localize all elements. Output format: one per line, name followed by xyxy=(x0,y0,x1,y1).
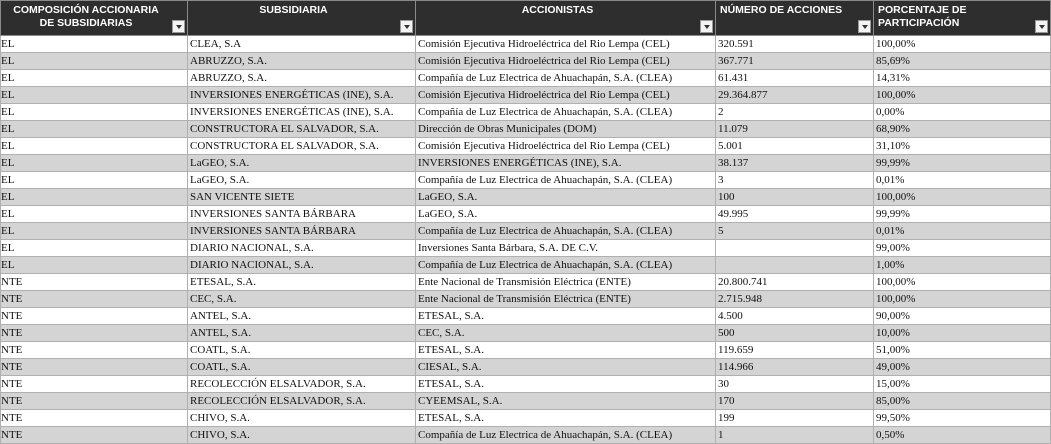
cell-subsidiaria[interactable]: DIARIO NACIONAL, S.A. xyxy=(188,257,416,274)
cell-porcentaje[interactable]: 99,99% xyxy=(874,206,1051,223)
cell-grupo[interactable]: EL xyxy=(1,223,188,240)
cell-subsidiaria[interactable]: CHIVO, S.A. xyxy=(188,427,416,444)
cell-subsidiaria[interactable]: SAN VICENTE SIETE xyxy=(188,189,416,206)
table-row xyxy=(1,291,1051,308)
cell-grupo[interactable]: EL xyxy=(1,206,188,223)
cell-acciones[interactable]: 3 xyxy=(716,172,874,189)
cell-porcentaje[interactable]: 100,00% xyxy=(874,291,1051,308)
cell-subsidiaria[interactable]: INVERSIONES ENERGÉTICAS (INE), S.A. xyxy=(188,104,416,121)
table-row xyxy=(1,427,1051,444)
cell-subsidiaria[interactable]: ABRUZZO, S.A. xyxy=(188,53,416,70)
cell-grupo[interactable]: NTE xyxy=(1,393,188,410)
cell-acciones[interactable]: 30 xyxy=(716,376,874,393)
table-row xyxy=(1,104,1051,121)
cell-accionistas[interactable]: Compañía de Luz Electrica de Ahuachapán, S.A. (CLEA) xyxy=(416,257,716,274)
cell-porcentaje[interactable]: 51,00% xyxy=(874,342,1051,359)
cell-accionistas[interactable]: LaGEO, S.A. xyxy=(416,206,716,223)
cell-accionistas[interactable]: ETESAL, S.A. xyxy=(416,410,716,427)
cell-acciones[interactable]: 199 xyxy=(716,410,874,427)
cell-accionistas[interactable]: LaGEO, S.A. xyxy=(416,189,716,206)
cell-porcentaje[interactable]: 68,90% xyxy=(874,121,1051,138)
cell-acciones[interactable]: 114.966 xyxy=(716,359,874,376)
table-row xyxy=(1,240,1051,257)
cell-porcentaje[interactable]: 90,00% xyxy=(874,308,1051,325)
column-header-grupo xyxy=(1,1,188,36)
cell-porcentaje[interactable]: 1,00% xyxy=(874,257,1051,274)
chevron-down-icon xyxy=(704,25,710,29)
cell-grupo[interactable]: EL xyxy=(1,36,188,53)
cell-porcentaje[interactable]: 0,01% xyxy=(874,172,1051,189)
cell-porcentaje[interactable]: 10,00% xyxy=(874,325,1051,342)
cell-grupo[interactable]: EL xyxy=(1,172,188,189)
cell-accionistas[interactable]: ETESAL, S.A. xyxy=(416,342,716,359)
cell-acciones[interactable]: 5 xyxy=(716,223,874,240)
cell-grupo[interactable]: NTE xyxy=(1,342,188,359)
filter-dropdown-icon[interactable] xyxy=(172,20,185,33)
table-header xyxy=(1,1,1051,36)
cell-subsidiaria[interactable]: COATL, S.A. xyxy=(188,342,416,359)
column-header-label: PORCENTAJE DE PARTICIPACIÓN xyxy=(878,4,967,29)
cell-grupo[interactable]: EL xyxy=(1,87,188,104)
table-row xyxy=(1,53,1051,70)
cell-porcentaje[interactable]: 0,00% xyxy=(874,104,1051,121)
cell-acciones[interactable]: 320.591 xyxy=(716,36,874,53)
cell-subsidiaria[interactable]: ANTEL, S.A. xyxy=(188,308,416,325)
cell-accionistas[interactable]: Compañía de Luz Electrica de Ahuachapán, S.A. (CLEA) xyxy=(416,104,716,121)
chevron-down-icon xyxy=(404,25,410,29)
cell-subsidiaria[interactable]: ANTEL, S.A. xyxy=(188,325,416,342)
cell-accionistas[interactable]: ETESAL, S.A. xyxy=(416,308,716,325)
table-row xyxy=(1,121,1051,138)
cell-accionistas[interactable]: CEC, S.A. xyxy=(416,325,716,342)
cell-acciones[interactable]: 367.771 xyxy=(716,53,874,70)
cell-porcentaje[interactable]: 99,50% xyxy=(874,410,1051,427)
cell-grupo[interactable]: NTE xyxy=(1,274,188,291)
cell-grupo[interactable]: NTE xyxy=(1,410,188,427)
cell-accionistas[interactable]: Ente Nacional de Transmisión Eléctrica (ENTE) xyxy=(416,274,716,291)
cell-grupo[interactable]: NTE xyxy=(1,325,188,342)
cell-subsidiaria[interactable]: LaGEO, S.A. xyxy=(188,172,416,189)
cell-porcentaje[interactable]: 15,00% xyxy=(874,376,1051,393)
cell-accionistas[interactable]: Dirección de Obras Municipales (DOM) xyxy=(416,121,716,138)
column-header-label: SUBSIDIARIA xyxy=(259,4,328,16)
cell-porcentaje[interactable]: 100,00% xyxy=(874,87,1051,104)
cell-grupo[interactable]: EL xyxy=(1,70,188,87)
cell-porcentaje[interactable]: 31,10% xyxy=(874,138,1051,155)
cell-grupo[interactable]: EL xyxy=(1,138,188,155)
cell-acciones[interactable]: 500 xyxy=(716,325,874,342)
cell-grupo[interactable]: EL xyxy=(1,155,188,172)
cell-accionistas[interactable]: Compañía de Luz Electrica de Ahuachapán, S.A. (CLEA) xyxy=(416,172,716,189)
table-row xyxy=(1,325,1051,342)
cell-porcentaje[interactable]: 100,00% xyxy=(874,36,1051,53)
table-row xyxy=(1,342,1051,359)
table-row xyxy=(1,274,1051,291)
cell-acciones[interactable]: 1 xyxy=(716,427,874,444)
cell-grupo[interactable]: NTE xyxy=(1,427,188,444)
filter-dropdown-icon[interactable] xyxy=(858,20,871,33)
cell-porcentaje[interactable]: 85,00% xyxy=(874,393,1051,410)
column-header-porcentaje xyxy=(874,1,1051,36)
table-row xyxy=(1,393,1051,410)
cell-accionistas[interactable]: Comisión Ejecutiva Hidroeléctrica del Rio Lempa (CEL) xyxy=(416,53,716,70)
cell-grupo[interactable]: NTE xyxy=(1,376,188,393)
column-header-label: NÚMERO DE ACCIONES xyxy=(720,4,843,16)
table-row xyxy=(1,138,1051,155)
cell-grupo[interactable]: EL xyxy=(1,257,188,274)
chevron-down-icon xyxy=(176,25,182,29)
cell-grupo[interactable]: NTE xyxy=(1,308,188,325)
cell-subsidiaria[interactable]: INVERSIONES SANTA BÁRBARA xyxy=(188,223,416,240)
cell-acciones[interactable]: 61.431 xyxy=(716,70,874,87)
cell-subsidiaria[interactable]: CONSTRUCTORA EL SALVADOR, S.A. xyxy=(188,121,416,138)
cell-grupo[interactable]: EL xyxy=(1,53,188,70)
cell-accionistas[interactable]: Inversiones Santa Bárbara, S.A. DE C.V. xyxy=(416,240,716,257)
cell-porcentaje[interactable]: 85,69% xyxy=(874,53,1051,70)
cell-subsidiaria[interactable]: DIARIO NACIONAL, S.A. xyxy=(188,240,416,257)
cell-subsidiaria[interactable]: INVERSIONES SANTA BÁRBARA xyxy=(188,206,416,223)
filter-dropdown-icon[interactable] xyxy=(700,20,713,33)
header-row xyxy=(1,1,1051,36)
cell-subsidiaria[interactable]: COATL, S.A. xyxy=(188,359,416,376)
table-row xyxy=(1,87,1051,104)
column-header-subsidiaria xyxy=(188,1,416,36)
cell-accionistas[interactable]: Compañía de Luz Electrica de Ahuachapán, S.A. (CLEA) xyxy=(416,427,716,444)
cell-subsidiaria[interactable]: CEC, S.A. xyxy=(188,291,416,308)
cell-porcentaje[interactable]: 49,00% xyxy=(874,359,1051,376)
cell-porcentaje[interactable]: 14,31% xyxy=(874,70,1051,87)
cell-grupo[interactable]: NTE xyxy=(1,359,188,376)
cell-grupo[interactable]: EL xyxy=(1,104,188,121)
cell-accionistas[interactable]: Comisión Ejecutiva Hidroeléctrica del Rio Lempa (CEL) xyxy=(416,138,716,155)
chevron-down-icon xyxy=(862,25,868,29)
table-row xyxy=(1,223,1051,240)
table-body xyxy=(1,36,1051,444)
chevron-down-icon xyxy=(1039,25,1045,29)
filter-dropdown-icon[interactable] xyxy=(1035,20,1048,33)
table-row xyxy=(1,257,1051,274)
cell-subsidiaria[interactable]: CLEA, S.A xyxy=(188,36,416,53)
cell-acciones[interactable] xyxy=(716,257,874,274)
cell-acciones[interactable]: 49.995 xyxy=(716,206,874,223)
filter-dropdown-icon[interactable] xyxy=(400,20,413,33)
cell-porcentaje[interactable]: 100,00% xyxy=(874,189,1051,206)
cell-grupo[interactable]: EL xyxy=(1,240,188,257)
cell-acciones[interactable]: 5.001 xyxy=(716,138,874,155)
cell-acciones[interactable]: 4.500 xyxy=(716,308,874,325)
cell-acciones[interactable]: 2 xyxy=(716,104,874,121)
cell-accionistas[interactable]: ETESAL, S.A. xyxy=(416,376,716,393)
cell-acciones[interactable]: 29.364.877 xyxy=(716,87,874,104)
cell-acciones[interactable]: 170 xyxy=(716,393,874,410)
table-row xyxy=(1,410,1051,427)
table-row xyxy=(1,155,1051,172)
cell-acciones[interactable]: 38.137 xyxy=(716,155,874,172)
cell-subsidiaria[interactable]: RECOLECCIÓN ELSALVADOR, S.A. xyxy=(188,393,416,410)
cell-accionistas[interactable]: INVERSIONES ENERGÉTICAS (INE), S.A. xyxy=(416,155,716,172)
cell-accionistas[interactable]: Comisión Ejecutiva Hidroeléctrica del Rio Lempa (CEL) xyxy=(416,87,716,104)
cell-subsidiaria[interactable]: ABRUZZO, S.A. xyxy=(188,70,416,87)
table-row xyxy=(1,36,1051,53)
cell-accionistas[interactable]: Comisión Ejecutiva Hidroeléctrica del Rio Lempa (CEL) xyxy=(416,36,716,53)
table-row xyxy=(1,172,1051,189)
cell-accionistas[interactable]: Compañía de Luz Electrica de Ahuachapán, S.A. (CLEA) xyxy=(416,223,716,240)
cell-acciones[interactable]: 11.079 xyxy=(716,121,874,138)
table-row xyxy=(1,376,1051,393)
column-header-label: COMPOSICIÓN ACCIONARIA DE SUBSIDIARIAS xyxy=(13,4,159,29)
cell-subsidiaria[interactable]: CONSTRUCTORA EL SALVADOR, S.A. xyxy=(188,138,416,155)
cell-subsidiaria[interactable]: ETESAL, S.A. xyxy=(188,274,416,291)
table-row xyxy=(1,189,1051,206)
cell-grupo[interactable]: EL xyxy=(1,121,188,138)
cell-subsidiaria[interactable]: RECOLECCIÓN ELSALVADOR, S.A. xyxy=(188,376,416,393)
column-header-label: ACCIONISTAS xyxy=(521,4,594,16)
cell-porcentaje[interactable]: 99,00% xyxy=(874,240,1051,257)
cell-acciones[interactable]: 20.800.741 xyxy=(716,274,874,291)
cell-porcentaje[interactable]: 100,00% xyxy=(874,274,1051,291)
cell-porcentaje[interactable]: 0,50% xyxy=(874,427,1051,444)
cell-accionistas[interactable]: CYEEMSAL, S.A. xyxy=(416,393,716,410)
cell-porcentaje[interactable]: 0,01% xyxy=(874,223,1051,240)
column-header-acciones xyxy=(716,1,874,36)
column-header-accionistas xyxy=(416,1,716,36)
cell-acciones[interactable]: 119.659 xyxy=(716,342,874,359)
cell-accionistas[interactable]: Compañía de Luz Electrica de Ahuachapán, S.A. (CLEA) xyxy=(416,70,716,87)
table-row xyxy=(1,308,1051,325)
cell-porcentaje[interactable]: 99,99% xyxy=(874,155,1051,172)
cell-accionistas[interactable]: CIESAL, S.A. xyxy=(416,359,716,376)
cell-acciones[interactable]: 100 xyxy=(716,189,874,206)
cell-accionistas[interactable]: Ente Nacional de Transmisión Eléctrica (ENTE) xyxy=(416,291,716,308)
cell-acciones[interactable] xyxy=(716,240,874,257)
cell-subsidiaria[interactable]: LaGEO, S.A. xyxy=(188,155,416,172)
table-row xyxy=(1,70,1051,87)
cell-subsidiaria[interactable]: CHIVO, S.A. xyxy=(188,410,416,427)
table-row xyxy=(1,359,1051,376)
table-row xyxy=(1,206,1051,223)
cell-grupo[interactable]: NTE xyxy=(1,291,188,308)
cell-acciones[interactable]: 2.715.948 xyxy=(716,291,874,308)
cell-grupo[interactable]: EL xyxy=(1,189,188,206)
cell-subsidiaria[interactable]: INVERSIONES ENERGÉTICAS (INE), S.A. xyxy=(188,87,416,104)
